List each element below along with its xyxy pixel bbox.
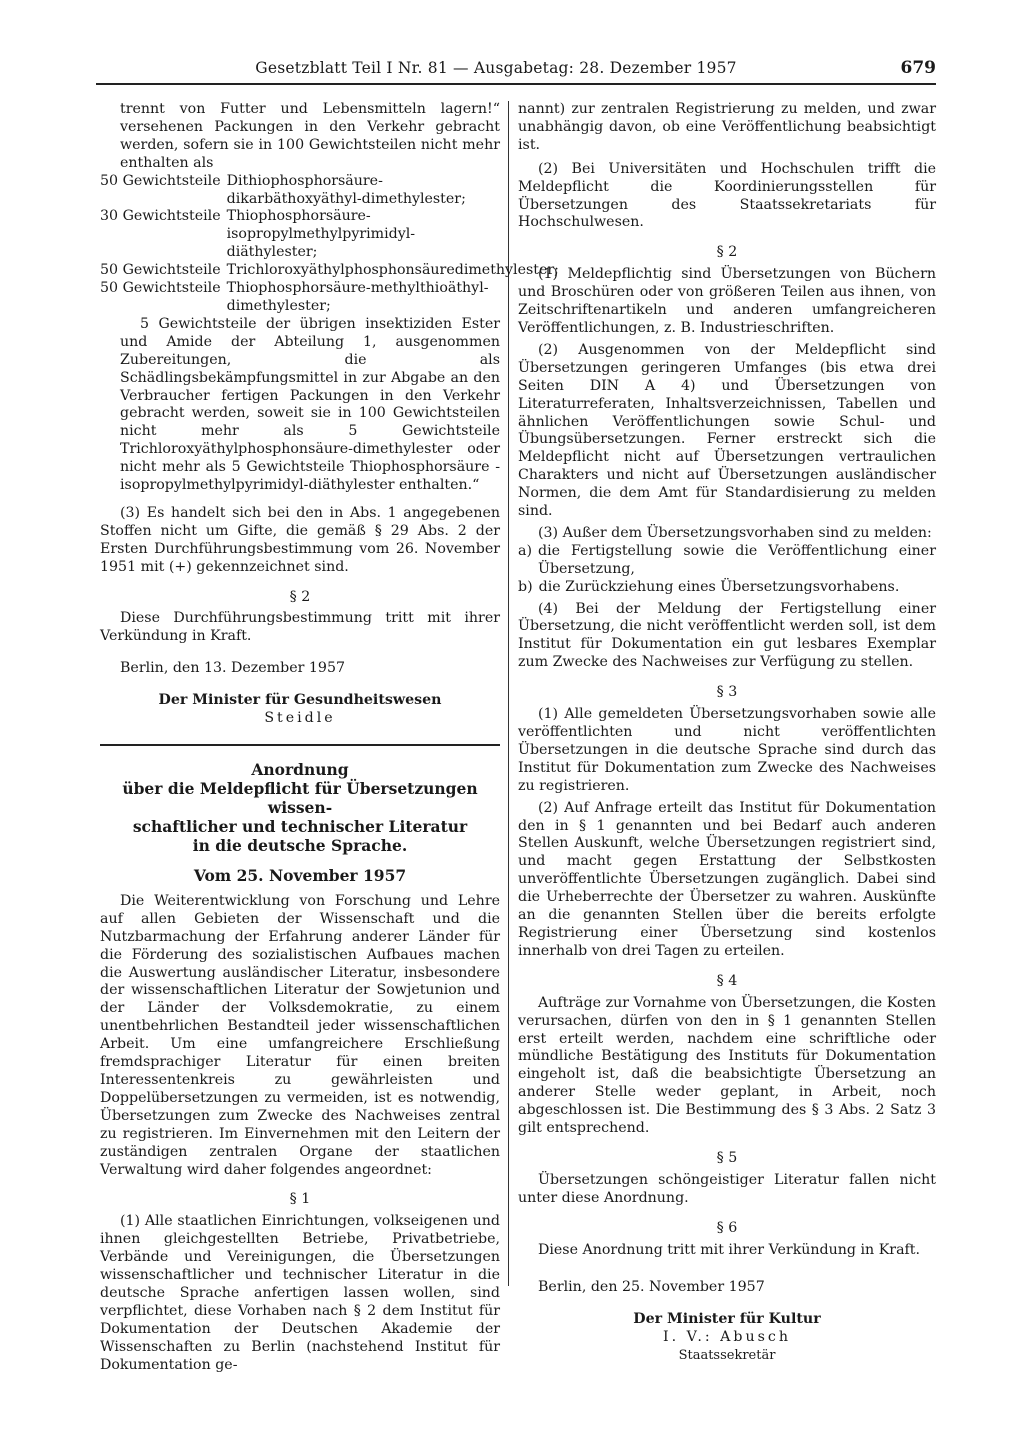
- sec1-2-paragraph: (2) Bei Universitäten und Hochschulen trifft die Meldepflicht die Koordinierungsstellen für Übersetzungen des Staatssekretariats für Hochschulwesen.: [518, 160, 936, 231]
- item-substance: Trichloroxyäthylphosphonsäuredimethylester;: [226, 262, 559, 279]
- minister-signature: I. V.: Abusch: [662, 1329, 792, 1346]
- section-heading: § 4: [716, 972, 738, 989]
- ordinance-date: Vom 25. November 1957: [193, 866, 407, 885]
- left-column: [100, 101, 559, 1374]
- continued-paragraph: nannt) zur zentralen Registrierung zu melden, und zwar unabhängig davon, ob eine Veröffentlichung beabsichtigt ist.: [518, 101, 936, 153]
- section-divider: [100, 744, 500, 746]
- abs3-paragraph: (3) Es handelt sich bei den in Abs. 1 angegebenen Stoffen nicht um Gifte, die gemäß § 29 Abs. 2 der Ersten Durchführungsbestimmung vom 26. November 1951 mit (+) gekennzeichnet sind.: [100, 504, 500, 575]
- sec2-4-paragraph: (4) Bei der Meldung der Fertigstellung einer Übersetzung, die nicht veröffentlicht werden soll, ist dem Institut für Dokumentation ein gut lesbares Exemplar zum Zwecke des Nachweises zur Verfügung zu stellen.: [518, 600, 936, 671]
- item-letter: b): [518, 578, 533, 595]
- preamble-paragraph: Die Weiterentwicklung von Forschung und Lehre auf allen Gebieten der Wissenschaft und die Nutzbarmachung der Erfahrung anderer Länder für die Förderung des sozialistischen Aufbaues machen die Auswertung ausländischer Literatur, insbesondere der wissenschaftlichen Literatur der Sowjetunion und der Länder der Volksdemokratie, zu einem unentbehrlichen Bestandteil jeder wissenschaftlichen Arbeit. Um eine umfangreichere Erschließung fremdsprachiger Literatur für einen breiten Interessentenkreis zu gewährleisten und Doppelübersetzungen zu vermeiden, ist es notwendig, Übersetzungen zum Zwecke des Nachweises zentral zu registrieren. Im Einvernehmen mit den Leitern der zuständigen zentralen Organe der staatlichen Verwaltung wird daher folgendes angeordnet:: [100, 892, 500, 1178]
- item-amount: 30 Gewichtsteile: [100, 208, 221, 225]
- section-heading: § 2: [289, 588, 311, 605]
- place-date: Berlin, den 25. November 1957: [538, 1279, 765, 1296]
- section-heading: § 1: [289, 1191, 311, 1208]
- sec3-1-paragraph: (1) Alle gemeldeten Übersetzungsvorhaben sowie alle veröffentlichten und nicht veröffentlichten Übersetzungen in die deutsche Sprache sind durch das Institut für Dokumentation zum Zwecke des Nachweises zu registrieren.: [518, 706, 936, 794]
- list-item: [100, 208, 500, 262]
- minister-signature: Steidle: [264, 710, 336, 727]
- running-header: [96, 57, 936, 85]
- title-line: über die Meldepflicht für Übersetzungen wissen-: [122, 779, 478, 817]
- title-line: Anordnung: [251, 760, 349, 779]
- title-line: schaftlicher und technischer Literatur: [132, 817, 468, 836]
- sec2-2-paragraph: (2) Ausgenommen von der Meldepflicht sind Übersetzungen geringeren Umfanges (bis etwa drei Seiten DIN A 4) und Übersetzungen von Literaturreferaten, Inhaltsverzeichnissen, Tabellen und ähnlichen Veröffentlichungen sowie Schul- und Übungsübersetzungen. Ferner erstreckt sich die Meldepflicht nicht auf Übersetzungen vertraulichen Charakters und nicht auf Übersetzungen ausländischer Normen, die dem Amt für Standardisierung zu melden sind.: [518, 341, 936, 520]
- right-column: [518, 101, 936, 1365]
- sec2-3-paragraph: (3) Außer dem Übersetzungsvorhaben sind zu melden:: [538, 524, 932, 541]
- item-letter: a): [518, 542, 532, 559]
- item-amount: 50 Gewichtsteile: [100, 172, 221, 189]
- sec2-paragraph: Diese Durchführungsbestimmung tritt mit ihrer Verkündung in Kraft.: [100, 610, 500, 645]
- sec5-paragraph: Übersetzungen schöngeistiger Literatur fallen nicht unter diese Anordnung.: [518, 1171, 936, 1206]
- place-date: Berlin, den 13. Dezember 1957: [120, 660, 346, 677]
- list-item: [100, 280, 500, 316]
- item-text: die Zurückziehung eines Übersetzungsvorhabens.: [538, 578, 900, 595]
- minister-title: Der Minister für Gesundheitswesen: [158, 692, 442, 709]
- sec3-2-paragraph: (2) Auf Anfrage erteilt das Institut für Dokumentation den in § 1 genannten und bei Bedarf auch anderen Stellen Auskunft, welche Übersetzungen registriert sind, und macht gegen Erstattung der Selbstkosten unveröffentlichte Übersetzungen zugänglich. Dabei sind die Urheberrechte der Übersetzer zu wahren. Auskünfte an die genannten Stellen über die bereits erfolgte Registrierung einer Übersetzung sind kostenlos innerhalb von drei Tagen zu erteilen.: [518, 799, 936, 959]
- ordinance-title: [100, 760, 500, 855]
- item-substance: Dithiophosphorsäure-dikarbäthoxyäthyl-dimethylester;: [226, 172, 466, 207]
- section-heading: § 5: [716, 1149, 738, 1166]
- sec4-paragraph: Aufträge zur Vornahme von Übersetzungen, die Kosten verursachen, dürfen von den in § 1 genannten Stellen erst erteilt werden, nachdem eine schriftliche oder mündliche Bestätigung des Instituts für Dokumentation eingeholt ist, daß die beabsichtigte Übersetzung an anderer Stelle weder geplant, in Arbeit, noch abgeschlossen ist. Die Bestimmung des § 3 Abs. 2 Satz 3 gilt entsprechend.: [518, 994, 936, 1137]
- section-heading: § 6: [716, 1219, 738, 1236]
- list-item: [518, 543, 936, 579]
- item-amount: 50 Gewichtsteile: [100, 280, 221, 297]
- section-heading: § 3: [716, 684, 738, 701]
- item-text: die Fertigstellung sowie die Veröffentlichung einer Übersetzung,: [538, 542, 936, 577]
- list-item: [100, 262, 559, 280]
- signer-title: Staatssekretär: [678, 1348, 776, 1364]
- title-line: in die deutsche Sprache.: [192, 836, 408, 855]
- item-amount: 50 Gewichtsteile: [100, 262, 221, 279]
- sec1-paragraph: (1) Alle staatlichen Einrichtungen, volkseigenen und ihnen gleichgestellten Betriebe, Privatbetriebe, Verbände und Vereinigungen, die Übersetzungen wissenschaftlicher und technischer Literatur in die deutsche Sprache anfertigen lassen wollen, sind verpflichtet, diese Vorhaben nach § 2 dem Institut für Dokumentation der Deutschen Akademie der Wissenschaften zu Berlin (nachstehend Institut für Dokumentation ge-: [100, 1213, 500, 1373]
- sec2-1-paragraph: (1) Meldepflichtig sind Übersetzungen von Büchern und Broschüren oder von größeren Teilen aus ihnen, von Zeitschriftenartikeln und anderen umfangreicheren Veröffentlichungen, z. B. Industrieschriften.: [518, 266, 936, 336]
- intro-paragraph: trennt von Futter und Lebensmitteln lagern!“ versehenen Packungen in den Verkehr gebracht werden, sofern sie in 100 Gewichtsteilen nicht mehr enthalten als: [120, 101, 500, 171]
- item-substance: Thiophosphorsäure-methylthioäthyl-dimethylester;: [226, 280, 489, 314]
- list-item: [518, 579, 936, 597]
- item-substance: Thiophosphorsäure-isopropylmethylpyrimidyl-diäthylester;: [226, 208, 416, 261]
- page-number: 679: [900, 58, 936, 78]
- running-title: Gesetzblatt Teil I Nr. 81 — Ausgabetag: 28. Dezember 1957: [255, 59, 737, 77]
- section-heading: § 2: [716, 244, 738, 261]
- list-item: [100, 173, 500, 209]
- sec6-paragraph: Diese Anordnung tritt mit ihrer Verkündung in Kraft.: [538, 1241, 920, 1258]
- minister-title: Der Minister für Kultur: [633, 1311, 821, 1328]
- item-five-paragraph: 5 Gewichtsteile der übrigen insektiziden Ester und Amide der Abteilung 1, ausgenommen Zubereitungen, die als Schädlingsbekämpfungsmittel in zur Abgabe an den Verbraucher fertigen Packungen in den Verkehr gebracht werden, soweit sie in 100 Gewichtsteilen nicht mehr als 5 Gewichtsteile Trichloroxyäthylphosphonsäure-dimethylester oder nicht mehr als 5 Gewichtsteile Thiophosphorsäure - isopropylmethylpyrimidyl-diäthylester enthalten.“: [120, 315, 500, 494]
